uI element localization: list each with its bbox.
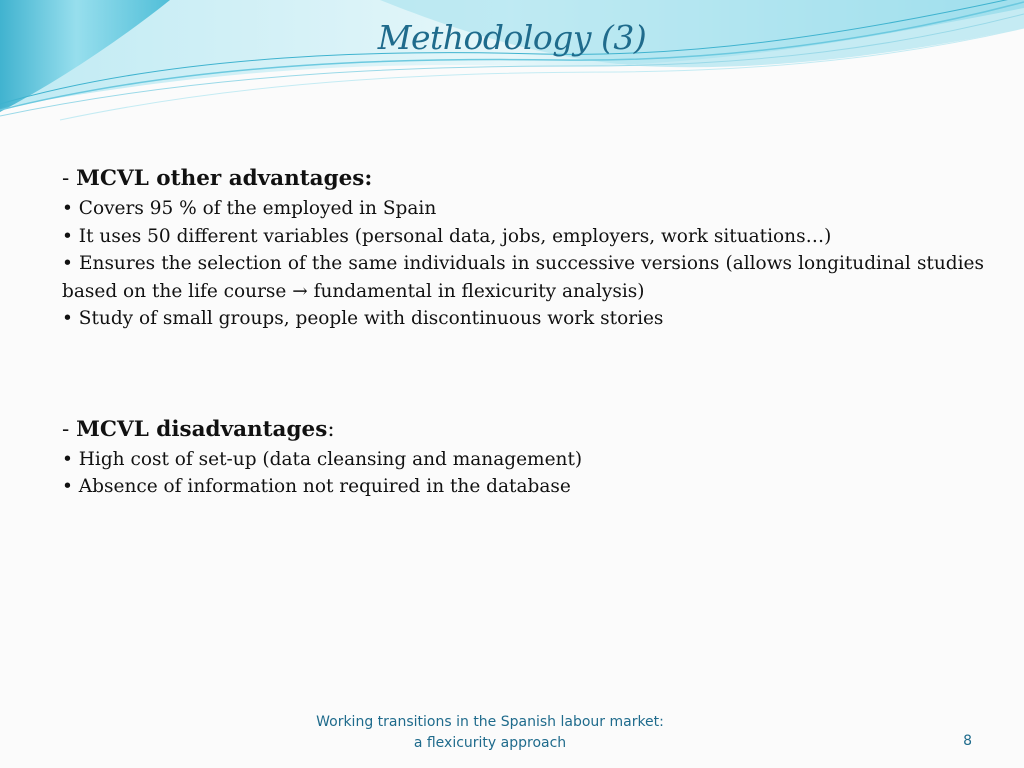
advantages-dash: - — [62, 166, 77, 191]
disadvantages-item: • High cost of set-up (data cleansing and management) — [62, 448, 583, 470]
advantages-item: • Study of small groups, people with discontinuous work stories — [62, 308, 664, 329]
disadvantages-heading — [62, 415, 984, 445]
disadvantages-colon: : — [327, 416, 335, 442]
disadvantages-heading-text: MCVL disadvantages — [76, 416, 328, 442]
footer-line-2: a flexicurity approach — [413, 735, 567, 751]
disadvantages-item: • Absence of information not required in the database — [62, 476, 571, 497]
footer-line-1: Working transitions in the Spanish labour market: — [316, 714, 664, 730]
advantages-heading — [62, 164, 984, 194]
advantages-item: • Ensures the selection of the same individuals in successive versions (allows longitudinal studies based on the life course → fundamental in flexicurity analysis) — [62, 253, 984, 302]
slide-title: Methodology (3) — [377, 18, 647, 57]
disadvantages-dash: - — [62, 416, 77, 442]
slide-footer — [280, 712, 700, 754]
advantages-item: • Covers 95 % of the employed in Spain — [62, 198, 437, 219]
slide-body — [62, 164, 984, 501]
page-number: 8 — [963, 733, 972, 749]
section-spacer — [62, 333, 984, 415]
advantages-heading-text: MCVL other advantages: — [76, 166, 373, 191]
advantages-item: • It uses 50 different variables (personal data, jobs, employers, work situations…) — [62, 225, 832, 247]
